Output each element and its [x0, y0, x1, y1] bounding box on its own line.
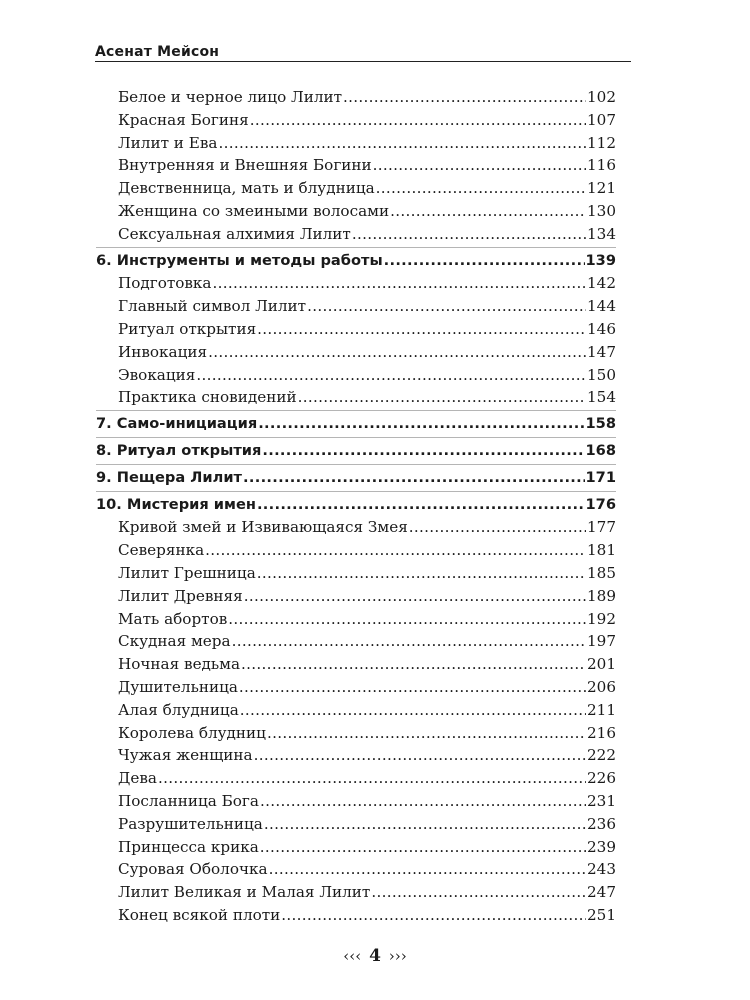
toc-page-number: 121: [587, 179, 616, 198]
toc-entry[interactable]: [96, 813, 616, 836]
toc-entry-title: 7. Само-инициация: [96, 415, 258, 433]
running-header: [95, 44, 631, 66]
toc-entry-title: Мать абортов: [118, 609, 228, 628]
toc-entry-title: Практика сновидений: [118, 388, 297, 407]
toc-entry[interactable]: [96, 858, 616, 881]
toc-entry-title: Скудная мера: [118, 632, 231, 651]
toc-page-number: 134: [587, 224, 616, 243]
dot-leader: [257, 318, 586, 341]
toc-entry-title: Подготовка: [118, 274, 212, 293]
dot-leader: [343, 86, 586, 109]
toc-page-number: 211: [587, 700, 616, 719]
toc-page-number: 158: [585, 415, 616, 433]
toc-entry[interactable]: [96, 154, 616, 177]
toc-page-number: 176: [585, 495, 616, 513]
dot-leader: [240, 699, 586, 722]
toc-entry-title: 10. Мистерия имен: [96, 495, 256, 513]
toc-entry[interactable]: [96, 272, 616, 295]
dot-leader: [267, 722, 586, 745]
toc-page-number: 185: [587, 563, 616, 582]
page-number: 4: [369, 946, 381, 966]
toc-chapter[interactable]: [96, 467, 616, 490]
toc-chapter[interactable]: [96, 440, 616, 463]
dot-leader: [208, 341, 586, 364]
toc-page-number: 177: [587, 518, 616, 537]
toc-entry-title: Главный символ Лилит: [118, 297, 307, 316]
toc-entry-title: Королева блудниц: [118, 723, 266, 742]
dot-leader: [384, 250, 585, 273]
toc-page-number: 107: [587, 110, 616, 129]
toc-page-number: 171: [585, 468, 616, 486]
toc-entry-title: Северянка: [118, 541, 205, 560]
toc-entry[interactable]: [96, 881, 616, 904]
toc-entry[interactable]: [96, 676, 616, 699]
toc-entry[interactable]: [96, 722, 616, 745]
toc-page-number: 226: [587, 769, 616, 788]
toc-entry-title: Ночная ведьма: [118, 655, 241, 674]
toc-entry-title: 9. Пещера Лилит: [96, 468, 243, 486]
toc-entry[interactable]: [96, 386, 616, 409]
toc-entry-title: Сексуальная алхимия Лилит: [118, 224, 351, 243]
toc-entry[interactable]: [96, 364, 616, 387]
toc-entry[interactable]: [96, 177, 616, 200]
dot-leader: [258, 413, 584, 436]
toc-page-number: 139: [585, 251, 616, 269]
toc-page-number: 189: [587, 586, 616, 605]
toc-entry-title: Кривой змей и Извивающаяся Змея: [118, 518, 408, 537]
footer-right-ornament: ›››: [388, 947, 407, 965]
toc-entry-title: Внутренняя и Внешняя Богини: [118, 156, 372, 175]
toc-entry[interactable]: [96, 295, 616, 318]
dot-leader: [257, 562, 586, 585]
dot-leader: [257, 494, 585, 517]
toc-entry[interactable]: [96, 836, 616, 859]
dot-leader: [409, 516, 586, 539]
dot-leader: [262, 440, 584, 463]
author-name: Асенат Мейсон: [95, 44, 223, 60]
toc-entry-title: Дева: [118, 769, 157, 788]
dot-leader: [196, 364, 586, 387]
toc-entry-title: Женщина со змеиными волосами: [118, 201, 390, 220]
toc-entry-title: Лилит Древняя: [118, 586, 243, 605]
toc-entry[interactable]: [96, 341, 616, 364]
dot-leader: [212, 272, 586, 295]
toc-entry-title: Лилит Грешница: [118, 563, 256, 582]
toc-page-number: 231: [587, 791, 616, 810]
toc-chapter[interactable]: [96, 494, 616, 517]
toc-page-number: 147: [587, 342, 616, 361]
toc-page-number: 144: [587, 297, 616, 316]
toc-entry-title: 6. Инструменты и методы работы: [96, 251, 383, 269]
toc-entry-title: Суровая Оболочка: [118, 860, 268, 879]
toc-page-number: 247: [587, 883, 616, 902]
dot-leader: [371, 881, 586, 904]
toc-entry[interactable]: [96, 653, 616, 676]
page-footer: [0, 946, 750, 966]
dot-leader: [158, 767, 586, 790]
dot-leader: [260, 836, 586, 859]
toc-page-number: 130: [587, 201, 616, 220]
dot-leader: [269, 858, 586, 881]
dot-leader: [254, 744, 586, 767]
toc-chapter[interactable]: [96, 250, 616, 273]
toc-entry-title: Принцесса крика: [118, 837, 259, 856]
toc-entry-title: Девственница, мать и блудница: [118, 179, 375, 198]
dot-leader: [241, 653, 586, 676]
toc-entry[interactable]: [96, 516, 616, 539]
toc-entry-title: Ритуал открытия: [118, 319, 257, 338]
toc-entry[interactable]: [96, 608, 616, 631]
header-rule: [95, 61, 631, 62]
dot-leader: [228, 608, 586, 631]
dot-leader: [376, 177, 586, 200]
toc-page-number: 239: [587, 837, 616, 856]
toc-chapter[interactable]: [96, 413, 616, 436]
section-separator: [96, 464, 616, 465]
footer-left-ornament: ‹‹‹: [343, 947, 362, 965]
toc-page-number: 236: [587, 814, 616, 833]
toc-entry[interactable]: [96, 318, 616, 341]
table-of-contents: [96, 86, 616, 927]
toc-page-number: 216: [587, 723, 616, 742]
toc-page-number: 243: [587, 860, 616, 879]
toc-entry-title: Душительница: [118, 677, 238, 696]
toc-page-number: 168: [585, 441, 616, 459]
dot-leader: [239, 676, 586, 699]
toc-page-number: 181: [587, 541, 616, 560]
toc-page-number: 146: [587, 319, 616, 338]
dot-leader: [243, 467, 585, 490]
section-separator: [96, 410, 616, 411]
toc-entry-title: Красная Богиня: [118, 110, 249, 129]
toc-entry-title: 8. Ритуал открытия: [96, 441, 262, 459]
dot-leader: [205, 539, 586, 562]
dot-leader: [390, 200, 586, 223]
toc-entry-title: Инвокация: [118, 342, 208, 361]
toc-entry[interactable]: [96, 109, 616, 132]
toc-page-number: 192: [587, 609, 616, 628]
dot-leader: [264, 813, 586, 836]
dot-leader: [281, 904, 586, 927]
toc-entry-title: Белое и черное лицо Лилит: [118, 88, 343, 106]
toc-entry[interactable]: [96, 132, 616, 155]
toc-entry[interactable]: [96, 585, 616, 608]
toc-page-number: 197: [587, 632, 616, 651]
toc-page-number: 154: [587, 388, 616, 407]
toc-entry-title: Эвокация: [118, 365, 196, 384]
toc-entry-title: Лилит Великая и Малая Лилит: [118, 883, 371, 902]
toc-entry[interactable]: [96, 790, 616, 813]
dot-leader: [307, 295, 586, 318]
section-separator: [96, 247, 616, 248]
toc-entry-title: Алая блудница: [118, 700, 239, 719]
toc-entry-title: Чужая женщина: [118, 746, 253, 765]
toc-page-number: 142: [587, 274, 616, 293]
dot-leader: [260, 790, 586, 813]
toc-entry[interactable]: [96, 630, 616, 653]
toc-page-number: 222: [587, 746, 616, 765]
dot-leader: [298, 386, 586, 409]
toc-page-number: 102: [587, 88, 616, 106]
toc-page-number: 116: [587, 156, 616, 175]
toc-entry-title: Лилит и Ева: [118, 133, 218, 152]
toc-page-number: 206: [587, 677, 616, 696]
dot-leader: [373, 154, 586, 177]
section-separator: [96, 437, 616, 438]
toc-entry-title: Конец всякой плоти: [118, 905, 281, 924]
toc-entry-title: Посланница Бога: [118, 791, 259, 810]
toc-page-number: 201: [587, 655, 616, 674]
toc-entry[interactable]: [96, 200, 616, 223]
dot-leader: [232, 630, 586, 653]
toc-entry[interactable]: [96, 539, 616, 562]
dot-leader: [352, 223, 586, 246]
toc-entry[interactable]: [96, 86, 616, 109]
toc-entry[interactable]: [96, 744, 616, 767]
toc-entry[interactable]: [96, 562, 616, 585]
toc-entry[interactable]: [96, 767, 616, 790]
toc-entry[interactable]: [96, 699, 616, 722]
toc-entry-title: Разрушительница: [118, 814, 263, 833]
dot-leader: [244, 585, 586, 608]
toc-page-number: 150: [587, 365, 616, 384]
toc-page-number: 112: [587, 133, 616, 152]
toc-entry[interactable]: [96, 904, 616, 927]
toc-entry[interactable]: [96, 223, 616, 246]
dot-leader: [218, 132, 586, 155]
toc-page-number: 251: [587, 905, 616, 924]
section-separator: [96, 491, 616, 492]
dot-leader: [250, 109, 586, 132]
